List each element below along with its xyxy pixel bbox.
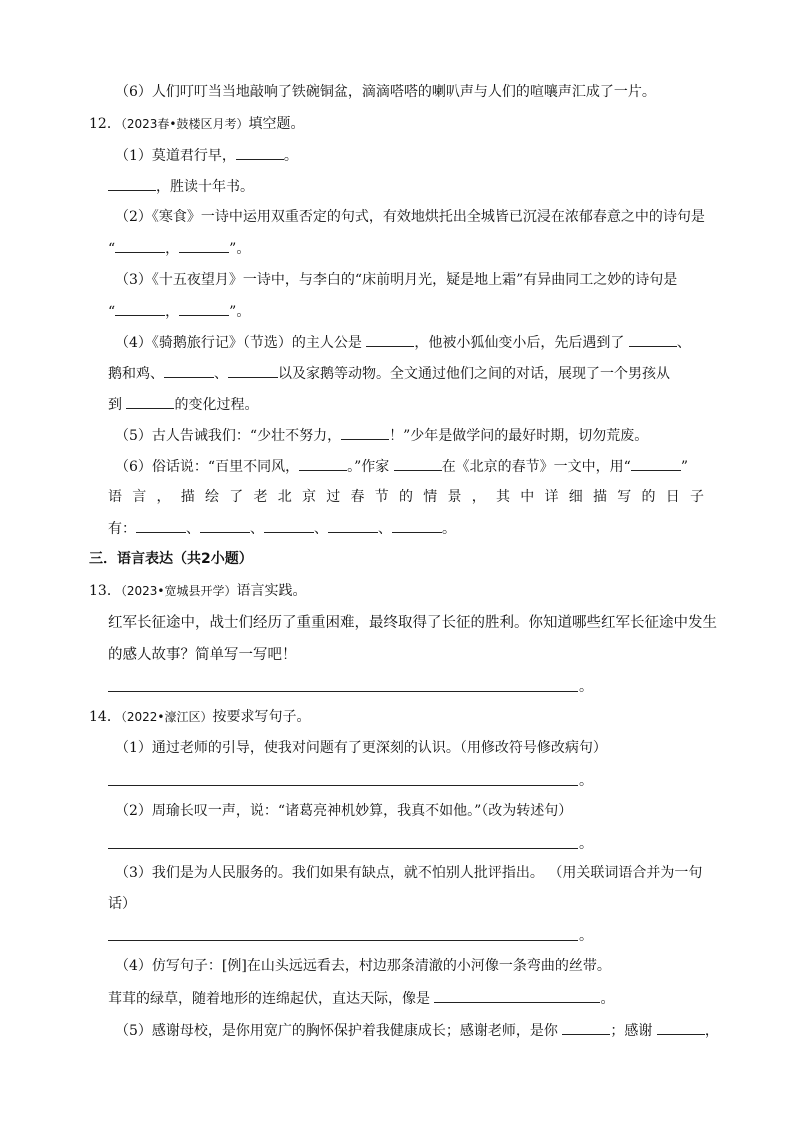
spread-char: 日: [665, 489, 680, 505]
answer-line[interactable]: [108, 848, 578, 849]
q13-body-line2: 的感人故事？简单写一写吧！: [108, 647, 297, 663]
question-title: 按要求写句子。: [212, 709, 311, 725]
answer-blank[interactable]: [115, 301, 165, 316]
spread-char: 细: [568, 489, 583, 505]
q12-item-6-line3: 有： 、 、 、 、 。: [108, 518, 456, 539]
answer-blank[interactable]: [179, 238, 229, 253]
spread-char: 详: [544, 489, 559, 505]
question-source: （2023•宽城县开学）: [120, 584, 237, 598]
spread-char: 北: [277, 489, 292, 505]
answer-blank[interactable]: [562, 1020, 610, 1035]
spread-char: 过: [326, 489, 341, 505]
answer-blank[interactable]: [328, 518, 378, 533]
answer-line[interactable]: [108, 785, 578, 786]
answer-blank[interactable]: [108, 176, 156, 191]
answer-blank[interactable]: [126, 394, 174, 409]
answer-blank[interactable]: [629, 332, 677, 347]
question-source: （2023春•鼓楼区月考）: [120, 117, 249, 131]
answer-blank[interactable]: [115, 238, 165, 253]
q12-item-5: （5）古人告诫我们：“少壮不努力， ！”少年是做学问的最好时期，切勿荒废。: [115, 425, 648, 446]
q12-item-4-line3: 到 的变化过程。: [108, 394, 258, 415]
answer-blank[interactable]: [228, 363, 278, 378]
spread-char: 情: [423, 489, 438, 505]
answer-line[interactable]: [108, 691, 578, 692]
spread-char: 的: [641, 489, 656, 505]
answer-blank[interactable]: [657, 1020, 705, 1035]
q12-item-6: （6）俗话说：“百里不同风， 。”作家 在《北京的春节》一文中，用“ ”: [115, 456, 688, 477]
answer-blank[interactable]: [236, 145, 284, 160]
answer-blank[interactable]: [264, 518, 314, 533]
q14-item-1: （1）通过老师的引导，使我对问题有了更深刻的认识。（用修改符号修改病句）: [115, 740, 607, 756]
justified-text: [108, 487, 704, 507]
q12-item-1: （1）莫道君行早， 。: [115, 145, 298, 166]
q12-item-1-line2: ，胜读十年书。: [108, 176, 254, 197]
spread-char: 语: [108, 489, 122, 505]
spread-char: 老: [253, 489, 268, 505]
q13-body-line1: 红军长征途中，战士们经历了重重困难，最终取得了长征的胜利。你知道哪些红军长征途中发生: [108, 615, 717, 631]
spread-char: 京: [302, 489, 316, 505]
question-number: 12．: [89, 116, 121, 132]
q14-item-3-line2: 话）: [108, 896, 136, 912]
spread-char: 写: [617, 489, 632, 505]
spread-char: 言: [132, 489, 147, 505]
q12-item-4: （4）《骑鹅旅行记》（节选）的主人公是 ，他被小狐仙变小后，先后遇到了 、: [115, 332, 691, 353]
spread-char: ，: [471, 489, 486, 505]
q12-item-3-line2: “ ， ”。: [108, 301, 250, 322]
answer-blank[interactable]: [200, 518, 250, 533]
answer-blank[interactable]: [164, 363, 214, 378]
q14-item-3: （3）我们是为人民服务的。我们如果有缺点，就不怕别人批评指出。 （用关联词语合并为一句: [115, 865, 703, 881]
question-number: 13．: [89, 583, 121, 599]
q14-item-4: （4）仿写句子：[例]在山头远远看去，村边那条清澈的小河像一条弯曲的丝带。: [115, 958, 611, 974]
answer-blank[interactable]: [341, 425, 389, 440]
spread-char: 中: [520, 489, 535, 505]
section-title: 三．语言表达（共2小题）: [89, 551, 253, 567]
q14-item-5: （5）感谢母校，是你用宽广的胸怀保护着我健康成长；感谢老师，是你 ；感谢 ，: [115, 1020, 719, 1041]
answer-blank[interactable]: [394, 456, 442, 471]
spread-char: 了: [229, 489, 244, 505]
question-source: （2022•濠江区）: [120, 710, 213, 724]
q11-item-6: （6）人们叮叮当当地敲响了铁碗铜盆，滴滴嗒嗒的喇叭声与人们的喧嚷声汇成了一片。: [115, 84, 656, 100]
spread-char: 描: [180, 489, 195, 505]
answer-blank[interactable]: [434, 988, 600, 1003]
answer-line-period: 。: [579, 679, 593, 695]
question-number: 14．: [89, 709, 121, 725]
q12-item-3: （3）《十五夜望月》一诗中，与李白的“床前明月光，疑是地上霜”有异曲同工之妙的诗句是: [115, 272, 678, 288]
answer-blank[interactable]: [392, 518, 442, 533]
q12-item-2: （2）《寒食》一诗中运用双重否定的句式，有效地烘托出全城皆已沉浸在浓郁春意之中的诗句是: [115, 209, 705, 225]
spread-char: 节: [374, 489, 389, 505]
q12-item-2-line2: “ ， ”。: [108, 238, 250, 259]
question-title: 填空题。: [248, 116, 305, 132]
question-title: 语言实践。: [236, 583, 307, 599]
answer-blank[interactable]: [136, 518, 186, 533]
q14-item-2: （2）周瑜长叹一声，说：“诸葛亮神机妙算，我真不如他。”（改为转述句）: [115, 803, 573, 819]
q13-header: [89, 581, 306, 601]
answer-blank[interactable]: [366, 332, 414, 347]
spread-char: 春: [350, 489, 365, 505]
answer-blank[interactable]: [179, 301, 229, 316]
answer-blank[interactable]: [631, 456, 681, 471]
q14-header: [89, 707, 310, 727]
answer-line-period: 。: [579, 773, 593, 789]
spread-char: 其: [496, 489, 510, 505]
q12-item-6-line2: [108, 487, 704, 507]
answer-line-period: 。: [579, 928, 593, 944]
spread-char: 的: [399, 489, 413, 505]
spread-char: 描: [593, 489, 607, 505]
spread-char: 绘: [205, 489, 219, 505]
q12-item-4-line2: 鹅和鸡、 、 以及家鹅等动物。全文通过他们之间的对话，展现了一个男孩从: [108, 363, 670, 384]
answer-blank[interactable]: [299, 456, 347, 471]
q12-header: [89, 114, 304, 134]
spread-char: ，: [156, 489, 171, 505]
answer-line-period: 。: [579, 836, 593, 852]
answer-line[interactable]: [108, 940, 578, 941]
spread-char: 子: [690, 489, 704, 505]
spread-char: 景: [447, 489, 462, 505]
q14-item-4-line2: 茸茸的绿草，随着地形的连绵起伏，直达天际，像是 。: [108, 988, 614, 1009]
